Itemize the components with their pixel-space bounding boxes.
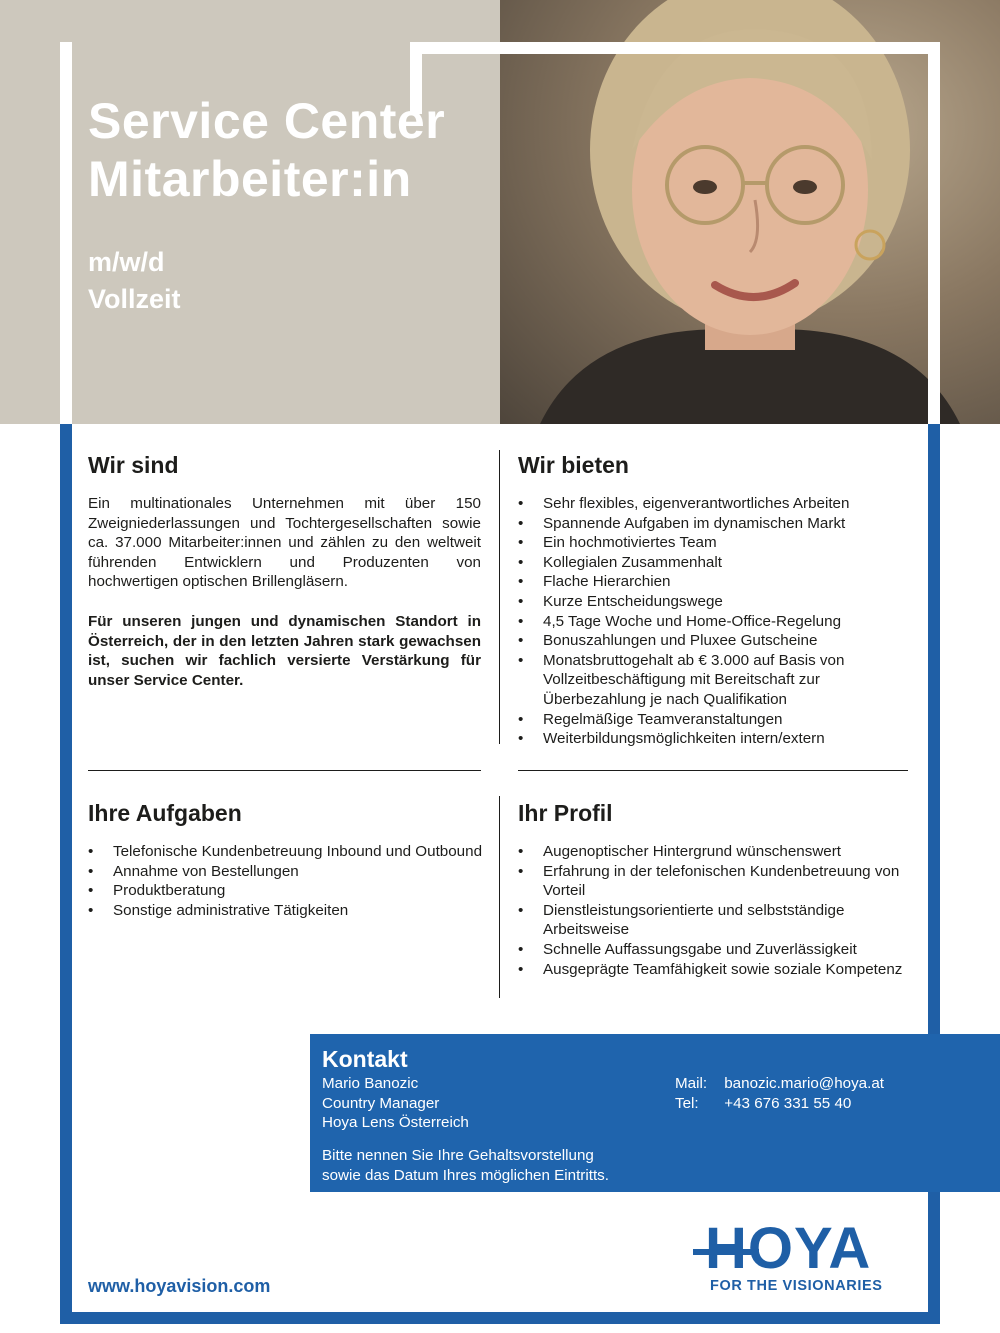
frame-blue-bottom <box>60 1312 940 1324</box>
tel-link[interactable]: +43 676 331 55 40 <box>724 1094 852 1112</box>
section-divider-left <box>88 770 481 771</box>
list-item: • Sonstige administrative Tätigkeiten <box>88 901 483 921</box>
section-divider-right <box>518 770 908 771</box>
job-meta <box>88 244 181 318</box>
list-item: • Erfahrung in der telefonischen Kundenbetreuung von Vorteil <box>518 862 918 901</box>
frame-line-left <box>60 42 72 424</box>
list-item: • Telefonische Kundenbetreuung Inbound und Outbound <box>88 842 483 862</box>
frame-line-top <box>410 42 940 54</box>
list-item: • Ausgeprägte Teamfähigkeit sowie soziale Kompetenz <box>518 960 918 980</box>
contact-tel-row <box>675 1094 884 1114</box>
contact-company: Hoya Lens Österreich <box>322 1114 469 1132</box>
mail-link[interactable]: banozic.mario@hoya.at <box>724 1075 885 1092</box>
column-divider-top <box>499 450 500 744</box>
profil-list <box>518 842 918 979</box>
frame-blue-right-lower <box>928 1192 940 1324</box>
gender-label: m/w/d <box>88 247 165 277</box>
frame-line-right <box>928 42 940 424</box>
page-title <box>88 92 445 208</box>
list-item: • Schnelle Auffassungsgabe und Zuverlässigkeit <box>518 940 918 960</box>
wir-sind-paragraph-bold: Für unseren jungen und dynamischen Standort in Österreich, der in den letzten Jahren stark gewachsen ist, suchen wir fachlich versierte Verstärkung für unser Service Center. <box>88 612 481 689</box>
application-note <box>322 1146 609 1185</box>
list-item: • Spannende Aufgaben im dynamischen Markt <box>518 514 913 534</box>
wir-sind-paragraph: Ein multinationales Unternehmen mit über 150 Zweigniederlassungen und Tochtergesellschaften sowie ca. 37.000 Mitarbeiter:innen und zählen zu den weltweit führenden Entwicklern und Produzenten von hochwertigen optischen Brillengläsern. <box>88 495 481 591</box>
frame-blue-left <box>60 424 72 1324</box>
frame-blue-right-upper <box>928 424 940 1034</box>
section-heading-aufgaben: Ihre Aufgaben <box>88 800 242 826</box>
section-heading-profil: Ihr Profil <box>518 800 613 826</box>
header-background <box>0 0 500 424</box>
list-item: • Weiterbildungsmöglichkeiten intern/extern <box>518 729 913 749</box>
logo-wordmark: HOYA <box>705 1216 872 1281</box>
list-item: • Produktberatung <box>88 881 483 901</box>
list-item: • Regelmäßige Teamveranstaltungen <box>518 710 913 730</box>
hoya-logo <box>693 1218 913 1298</box>
contact-person <box>322 1074 469 1133</box>
list-item: • Bonuszahlungen und Pluxee Gutscheine <box>518 631 913 651</box>
section-heading-wir-bieten: Wir bieten <box>518 452 629 478</box>
title-line-2: Mitarbeiter:in <box>88 151 412 207</box>
employment-type: Vollzeit <box>88 284 181 314</box>
section-heading-wir-sind: Wir sind <box>88 452 179 478</box>
contact-name: Mario Banozic <box>322 1075 419 1092</box>
contact-box <box>310 1034 1000 1192</box>
list-item: • Kurze Entscheidungswege <box>518 592 913 612</box>
list-item: • Flache Hierarchien <box>518 572 913 592</box>
tel-label: Tel: <box>675 1094 699 1112</box>
list-item: • 4,5 Tage Woche und Home-Office-Regelung <box>518 612 913 632</box>
logo-tagline: FOR THE VISIONARIES <box>710 1278 883 1294</box>
aufgaben-list <box>88 842 483 920</box>
list-item: • Dienstleistungsorientierte und selbstständige Arbeitsweise <box>518 901 918 940</box>
contact-role: Country Manager <box>322 1094 440 1112</box>
title-line-1: Service Center <box>88 93 446 149</box>
list-item: • Augenoptischer Hintergrund wünschenswert <box>518 842 918 862</box>
website-link[interactable]: www.hoyavision.com <box>88 1276 271 1296</box>
note-line-2: sowie das Datum Ihres möglichen Eintritts. <box>322 1166 609 1184</box>
mail-label: Mail: <box>675 1075 708 1092</box>
list-item: • Monatsbruttogehalt ab € 3.000 auf Basis von Vollzeitbeschäftigung mit Bereitschaft zur Überbezahlung je nach Qualifikation <box>518 651 913 710</box>
portrait-photo <box>500 0 1000 424</box>
contact-mail-row <box>675 1074 884 1094</box>
contact-heading: Kontakt <box>322 1046 408 1072</box>
list-item: • Annahme von Bestellungen <box>88 862 483 882</box>
wir-bieten-list <box>518 494 913 749</box>
list-item: • Ein hochmotiviertes Team <box>518 533 913 553</box>
column-divider-bottom <box>499 796 500 998</box>
note-line-1: Bitte nennen Sie Ihre Gehaltsvorstellung <box>322 1147 594 1164</box>
wir-sind-text <box>88 494 481 702</box>
list-item: • Kollegialen Zusammenhalt <box>518 553 913 573</box>
contact-details <box>675 1074 884 1113</box>
list-item: • Sehr flexibles, eigenverantwortliches Arbeiten <box>518 494 913 514</box>
